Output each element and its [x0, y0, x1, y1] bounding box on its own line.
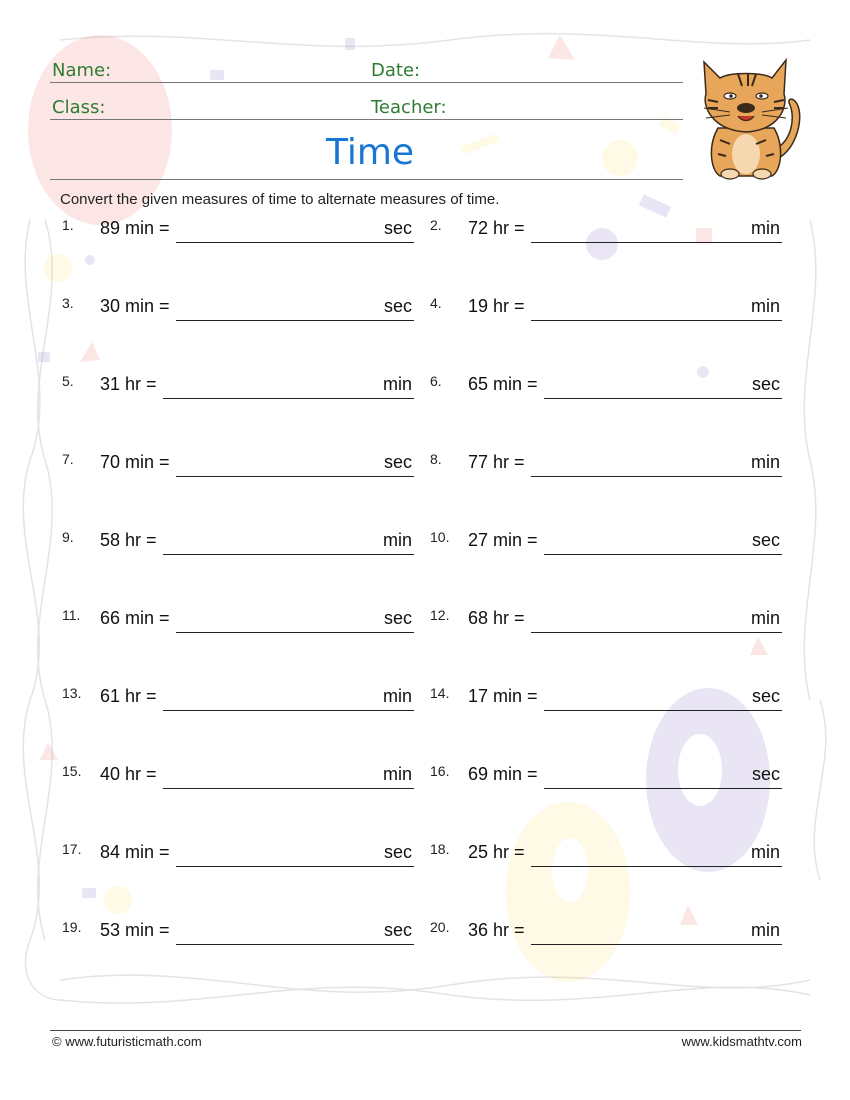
answer-line[interactable] — [163, 710, 414, 711]
problem-expression: 65 min = — [468, 374, 538, 394]
answer-unit: sec — [384, 218, 413, 238]
problem-item — [62, 452, 414, 482]
answer-unit: sec — [384, 920, 413, 940]
problem-number: 12. — [430, 607, 450, 623]
problem-expression: 40 hr = — [100, 764, 157, 784]
problem-expression: 53 min = — [100, 920, 170, 940]
problem-item — [430, 920, 782, 950]
problem-item — [62, 296, 414, 326]
problem-expression: 66 min = — [100, 608, 170, 628]
answer-unit: min — [383, 530, 413, 550]
answer-unit: sec — [752, 530, 781, 550]
problem-number: 17. — [62, 841, 82, 857]
problem-number: 11. — [62, 607, 81, 623]
problem-item — [430, 374, 782, 404]
answer-unit: min — [751, 920, 781, 940]
teacher-label: Teacher: — [371, 97, 447, 118]
problem-item — [430, 842, 782, 872]
problem-number: 2. — [430, 217, 442, 233]
answer-line[interactable] — [176, 944, 414, 945]
problem-number: 8. — [430, 451, 442, 467]
answer-unit: sec — [752, 764, 781, 784]
answer-unit: sec — [752, 686, 781, 706]
problem-expression: 30 min = — [100, 296, 170, 316]
problem-expression: 27 min = — [468, 530, 538, 550]
problem-item — [62, 218, 414, 248]
problem-number: 1. — [62, 217, 74, 233]
problem-expression: 69 min = — [468, 764, 538, 784]
problem-expression: 25 hr = — [468, 842, 525, 862]
problem-item — [62, 842, 414, 872]
answer-line[interactable] — [531, 476, 782, 477]
problem-item — [62, 608, 414, 638]
answer-unit: sec — [384, 842, 413, 862]
problem-number: 18. — [430, 841, 450, 857]
problem-item — [62, 764, 414, 794]
date-label: Date: — [371, 60, 421, 81]
answer-line[interactable] — [531, 320, 782, 321]
problem-number: 14. — [430, 685, 450, 701]
problem-expression: 70 min = — [100, 452, 170, 472]
problem-item — [62, 374, 414, 404]
problem-expression: 89 min = — [100, 218, 170, 238]
problem-item — [430, 218, 782, 248]
problem-number: 16. — [430, 763, 450, 779]
problem-item — [430, 764, 782, 794]
answer-line[interactable] — [176, 632, 414, 633]
footer-rule — [50, 1030, 801, 1031]
problem-item — [430, 452, 782, 482]
page-title: Time — [325, 132, 415, 173]
answer-line[interactable] — [176, 242, 414, 243]
problem-expression: 61 hr = — [100, 686, 157, 706]
problem-item — [430, 686, 782, 716]
problem-expression: 84 min = — [100, 842, 170, 862]
answer-line[interactable] — [531, 632, 782, 633]
answer-unit: sec — [384, 296, 413, 316]
answer-unit: sec — [752, 374, 781, 394]
problem-number: 7. — [62, 451, 74, 467]
problem-number: 4. — [430, 295, 442, 311]
problem-number: 5. — [62, 373, 74, 389]
problem-item — [62, 920, 414, 950]
problem-number: 20. — [430, 919, 450, 935]
answer-unit: min — [751, 842, 781, 862]
problem-expression: 58 hr = — [100, 530, 157, 550]
problem-item — [430, 608, 782, 638]
footer-right-link[interactable]: www.kidsmathtv.com — [681, 1034, 802, 1049]
answer-unit: sec — [384, 452, 413, 472]
problem-number: 6. — [430, 373, 442, 389]
problem-expression: 17 min = — [468, 686, 538, 706]
problem-expression: 77 hr = — [468, 452, 525, 472]
answer-unit: min — [751, 452, 781, 472]
problem-number: 13. — [62, 685, 82, 701]
answer-line[interactable] — [176, 866, 414, 867]
answer-line[interactable] — [163, 554, 414, 555]
answer-unit: min — [383, 686, 413, 706]
answer-line[interactable] — [163, 398, 414, 399]
answer-unit: sec — [384, 608, 413, 628]
problem-item — [62, 530, 414, 560]
name-label: Name: — [52, 60, 112, 81]
problem-expression: 36 hr = — [468, 920, 525, 940]
class-label: Class: — [52, 97, 106, 118]
answer-line[interactable] — [544, 398, 782, 399]
answer-line[interactable] — [531, 866, 782, 867]
problem-item — [430, 530, 782, 560]
problem-number: 15. — [62, 763, 82, 779]
problem-number: 10. — [430, 529, 450, 545]
answer-line[interactable] — [163, 788, 414, 789]
answer-line[interactable] — [176, 476, 414, 477]
problem-number: 3. — [62, 295, 74, 311]
problem-number: 19. — [62, 919, 82, 935]
answer-unit: min — [383, 764, 413, 784]
answer-unit: min — [751, 608, 781, 628]
problem-item — [62, 686, 414, 716]
answer-unit: min — [383, 374, 413, 394]
problem-expression: 68 hr = — [468, 608, 525, 628]
answer-line[interactable] — [544, 788, 782, 789]
footer-left-link[interactable]: © www.futuristicmath.com — [52, 1034, 202, 1049]
problem-expression: 72 hr = — [468, 218, 525, 238]
answer-line[interactable] — [544, 554, 782, 555]
problem-number: 9. — [62, 529, 74, 545]
instructions: Convert the given measures of time to alternate measures of time. — [60, 191, 500, 208]
answer-line[interactable] — [531, 242, 782, 243]
problem-expression: 31 hr = — [100, 374, 157, 394]
answer-unit: min — [751, 218, 781, 238]
answer-unit: min — [751, 296, 781, 316]
answer-line[interactable] — [176, 320, 414, 321]
problem-item — [430, 296, 782, 326]
answer-line[interactable] — [544, 710, 782, 711]
answer-line[interactable] — [531, 944, 782, 945]
problem-expression: 19 hr = — [468, 296, 525, 316]
